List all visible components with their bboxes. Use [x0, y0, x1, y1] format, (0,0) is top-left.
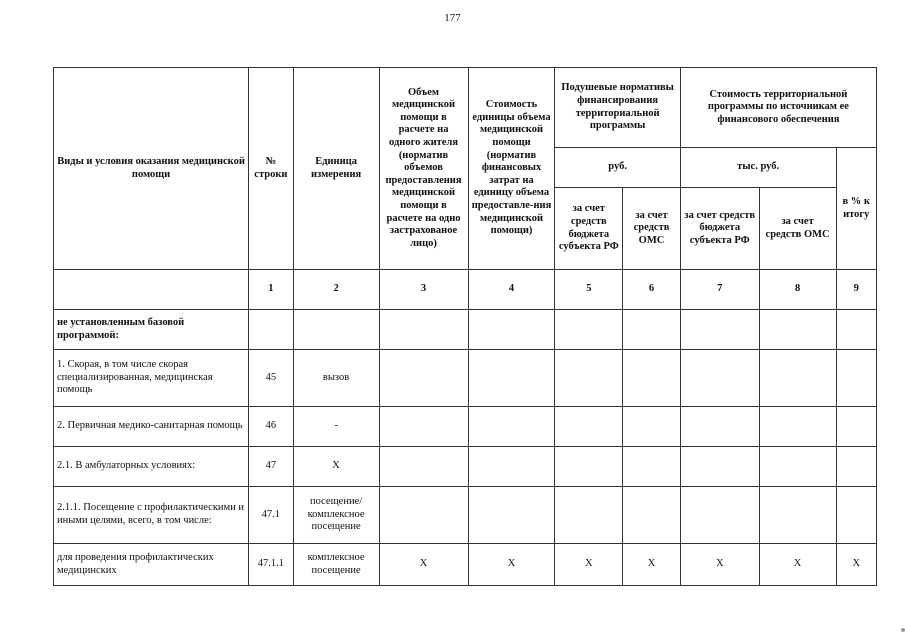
row-value	[759, 310, 836, 350]
header-sub-budget-rf-2: за счет средств бюджета субъекта РФ	[680, 188, 759, 270]
row-care-type: 2. Первичная медико-санитарная помощь	[54, 407, 249, 447]
header-care-type: Виды и условия оказания медицинской помощи	[54, 68, 249, 270]
row-care-type: 1. Скорая, в том числе скорая специализированная, медицинская помощь	[54, 350, 249, 407]
row-value: Х	[555, 544, 623, 586]
row-value	[468, 487, 555, 544]
row-value	[680, 350, 759, 407]
row-care-type: не установленным базовой программой:	[54, 310, 249, 350]
table-row	[54, 447, 877, 487]
row-value	[555, 447, 623, 487]
row-value: Х	[623, 544, 681, 586]
row-care-type: 2.1.1. Посещение с профилактическими и иными целями, всего, в том числе:	[54, 487, 249, 544]
row-value: Х	[680, 544, 759, 586]
header-per-capita: Подушевые нормативы финансирования территориальной программы	[555, 68, 680, 148]
row-value	[836, 487, 877, 544]
row-value	[680, 487, 759, 544]
header-unit-cost: Стоимость единицы объема медицинской помощи (норматив финансовых затрат на единицу объема предоставле-ния медицинской помощи)	[468, 68, 555, 270]
table-row	[54, 544, 877, 586]
row-number: 47.1.1	[249, 544, 293, 586]
row-value	[759, 350, 836, 407]
column-number: 4	[468, 270, 555, 310]
row-value: Х	[468, 544, 555, 586]
column-number: 1	[249, 270, 293, 310]
row-unit: -	[293, 407, 379, 447]
row-unit: комплексное посещение	[293, 544, 379, 586]
row-value	[468, 310, 555, 350]
row-value	[680, 447, 759, 487]
row-value	[379, 447, 468, 487]
row-value	[555, 350, 623, 407]
row-unit: вызов	[293, 350, 379, 407]
header-percent-total: в % к итогу	[836, 148, 877, 270]
row-value	[759, 487, 836, 544]
row-value	[623, 447, 681, 487]
header-volume: Объем медицинской помощи в расчете на одного жителя (норматив объемов предоставления медицинской помощи в расчете на одно застрахованое лицо)	[379, 68, 468, 270]
row-value	[379, 407, 468, 447]
row-value	[759, 407, 836, 447]
column-number: 8	[759, 270, 836, 310]
row-value	[468, 447, 555, 487]
row-value	[379, 350, 468, 407]
header-territorial-cost: Стоимость территориальной программы по источникам ее финансового обеспечения	[680, 68, 876, 148]
medical-care-table	[53, 67, 877, 586]
row-value	[836, 310, 877, 350]
column-number: 7	[680, 270, 759, 310]
row-number: 47	[249, 447, 293, 487]
column-number: 6	[623, 270, 681, 310]
row-care-type: 2.1. В амбулаторных условиях:	[54, 447, 249, 487]
header-sub-budget-rf: за счет средств бюджета субъекта РФ	[555, 188, 623, 270]
scan-artifact	[901, 628, 905, 632]
table-row	[54, 310, 877, 350]
row-value	[623, 310, 681, 350]
table-row	[54, 407, 877, 447]
row-value	[759, 447, 836, 487]
header-sub-oms-2: за счет средств ОМС	[759, 188, 836, 270]
row-value	[623, 407, 681, 447]
row-value	[468, 407, 555, 447]
row-value	[379, 487, 468, 544]
row-number: 47.1	[249, 487, 293, 544]
row-value	[836, 407, 877, 447]
column-number: 3	[379, 270, 468, 310]
row-unit: Х	[293, 447, 379, 487]
column-number: 5	[555, 270, 623, 310]
row-value: Х	[836, 544, 877, 586]
row-value	[623, 350, 681, 407]
header-rub: руб.	[555, 148, 680, 188]
header-row-number: № строки	[249, 68, 293, 270]
table-row	[54, 350, 877, 407]
header-thous-rub: тыс. руб.	[680, 148, 836, 188]
row-value	[623, 487, 681, 544]
header-unit: Единица измерения	[293, 68, 379, 270]
row-number: 45	[249, 350, 293, 407]
row-value	[468, 350, 555, 407]
row-value	[555, 310, 623, 350]
row-number	[249, 310, 293, 350]
row-value	[680, 310, 759, 350]
table-row	[54, 487, 877, 544]
row-value	[836, 447, 877, 487]
row-unit: посещение/ комплексное посещение	[293, 487, 379, 544]
row-value	[836, 350, 877, 407]
row-value: Х	[379, 544, 468, 586]
column-number: 2	[293, 270, 379, 310]
row-value	[379, 310, 468, 350]
row-unit	[293, 310, 379, 350]
row-value	[555, 407, 623, 447]
row-value	[680, 407, 759, 447]
row-number: 46	[249, 407, 293, 447]
page-number: 177	[444, 12, 461, 24]
row-value	[555, 487, 623, 544]
row-care-type: для проведения профилактических медицинских	[54, 544, 249, 586]
header-sub-oms: за счет средств ОМС	[623, 188, 681, 270]
row-value: Х	[759, 544, 836, 586]
column-number-row	[54, 270, 877, 310]
column-number: 9	[836, 270, 877, 310]
